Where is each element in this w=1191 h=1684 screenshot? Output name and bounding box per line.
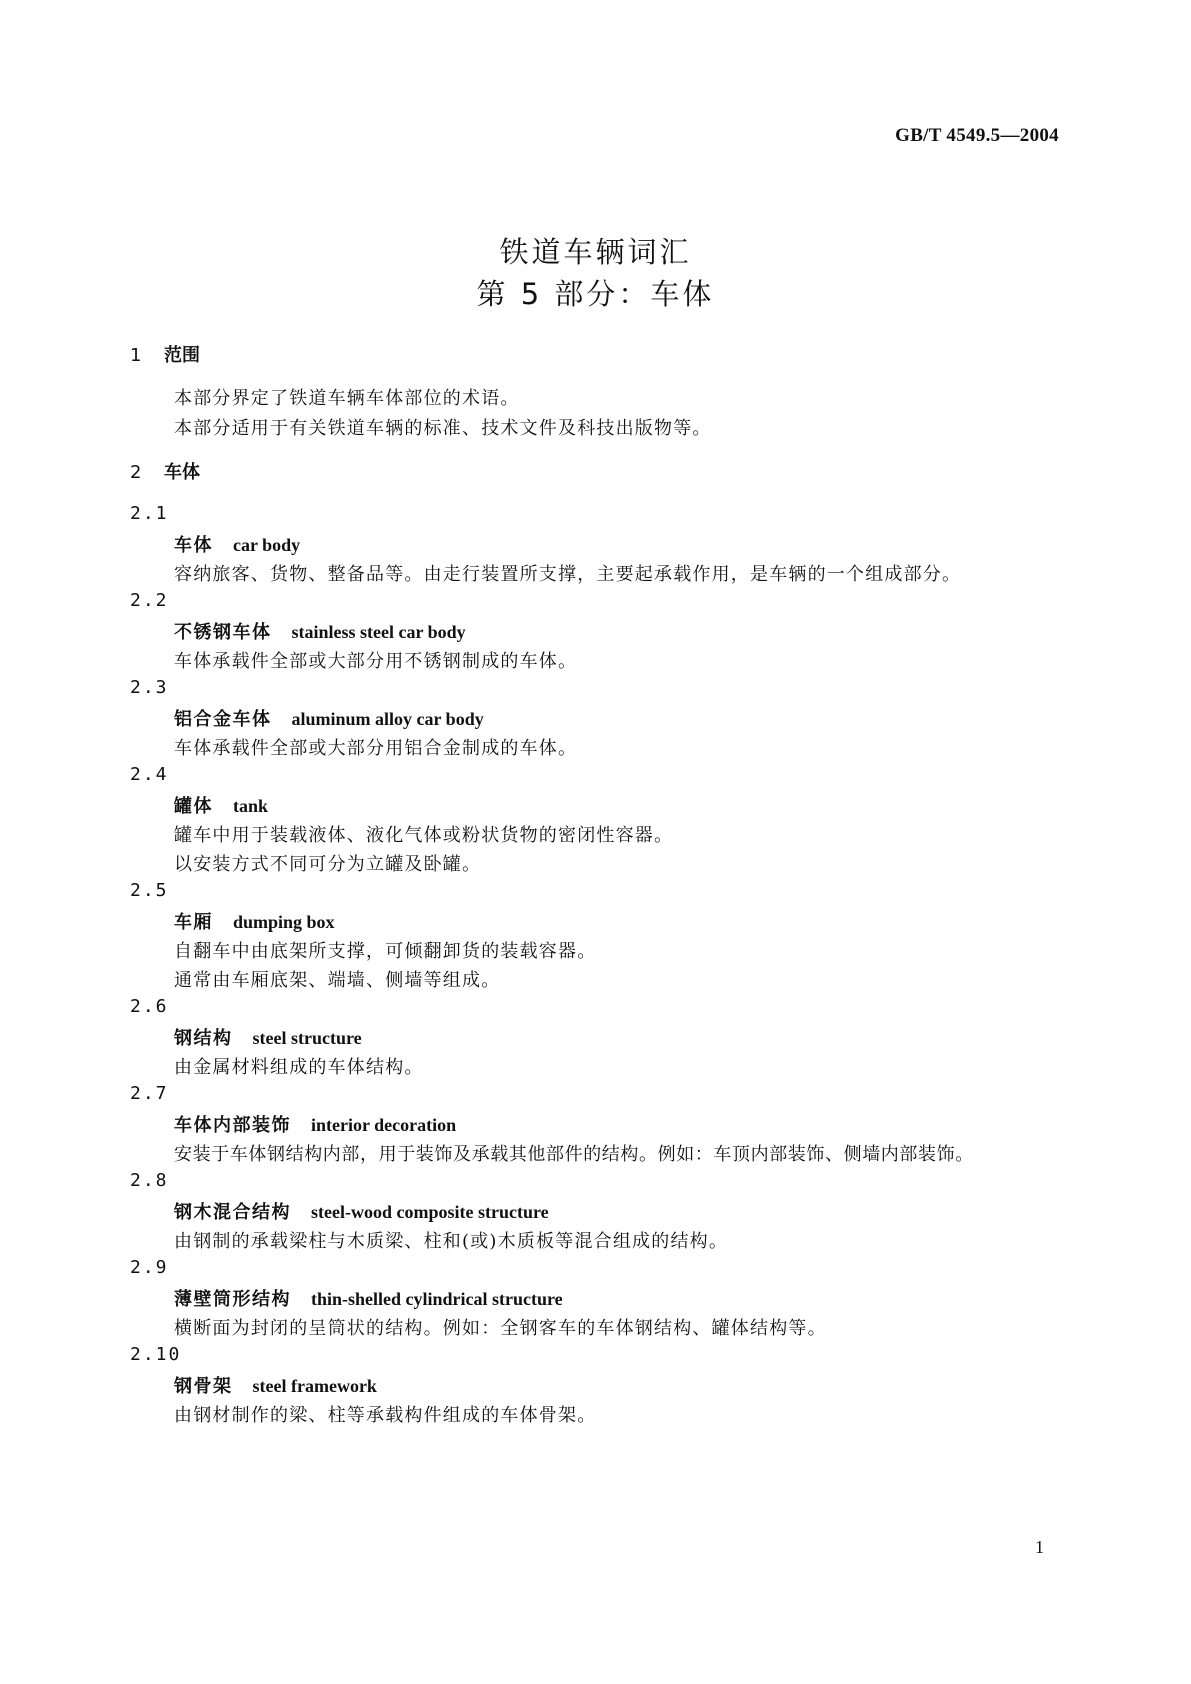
term-cn: 车体内部装饰 xyxy=(174,1115,291,1136)
term-number: 2.8 xyxy=(130,1170,169,1191)
term-en: steel-wood composite structure xyxy=(311,1202,549,1222)
term-definition: 由钢制的承载梁柱与木质梁、柱和(或)木质板等混合组成的结构。 xyxy=(174,1231,729,1252)
term-heading xyxy=(174,1111,456,1137)
page-number: 1 xyxy=(1035,1537,1044,1557)
term-definition: 由钢材制作的梁、柱等承载构件组成的车体骨架。 xyxy=(174,1405,597,1426)
section-title: 范围 xyxy=(164,345,200,366)
term-en: steel structure xyxy=(252,1028,362,1048)
term-number: 2.4 xyxy=(130,764,169,785)
term-en: tank xyxy=(233,796,269,816)
term-definition: 横断面为封闭的呈筒状的结构。例如：全钢客车的车体钢结构、罐体结构等。 xyxy=(174,1318,827,1339)
document-title-line-2: 第 5 部分：车体 xyxy=(476,277,715,311)
term-en: steel framework xyxy=(252,1376,377,1396)
term-heading xyxy=(174,618,466,644)
scope-paragraph: 本部分界定了铁道车辆车体部位的术语。 xyxy=(174,388,520,409)
term-cn: 铝合金车体 xyxy=(174,709,272,730)
term-number: 2.7 xyxy=(130,1083,169,1104)
term-cn: 车体 xyxy=(174,535,213,556)
term-en: aluminum alloy car body xyxy=(291,709,484,729)
term-en: interior decoration xyxy=(311,1115,457,1135)
term-heading xyxy=(174,531,300,557)
term-heading xyxy=(174,1198,549,1224)
section-heading-car-body xyxy=(130,458,200,484)
term-heading xyxy=(174,1285,563,1311)
term-en: stainless steel car body xyxy=(291,622,466,642)
term-cn: 钢结构 xyxy=(174,1028,233,1049)
term-cn: 薄壁筒形结构 xyxy=(174,1289,291,1310)
document-title-line-1: 铁道车辆词汇 xyxy=(499,235,692,269)
term-definition: 以安装方式不同可分为立罐及卧罐。 xyxy=(174,854,482,875)
term-heading xyxy=(174,1372,377,1398)
section-number: 1 xyxy=(130,345,142,366)
term-number: 2.2 xyxy=(130,590,169,611)
term-en: car body xyxy=(233,535,301,555)
section-title: 车体 xyxy=(164,462,200,483)
term-cn: 钢骨架 xyxy=(174,1376,233,1397)
term-heading xyxy=(174,705,484,731)
term-definition: 罐车中用于装载液体、液化气体或粉状货物的密闭性容器。 xyxy=(174,825,674,846)
term-definition: 车体承载件全部或大部分用不锈钢制成的车体。 xyxy=(174,651,578,672)
term-cn: 罐体 xyxy=(174,796,213,817)
term-number: 2.3 xyxy=(130,677,169,698)
standard-code: GB/T 4549.5—2004 xyxy=(895,125,1059,146)
scope-paragraph: 本部分适用于有关铁道车辆的标准、技术文件及科技出版物等。 xyxy=(174,418,712,439)
section-number: 2 xyxy=(130,462,142,483)
term-definition: 容纳旅客、货物、整备品等。由走行装置所支撑，主要起承载作用，是车辆的一个组成部分。 xyxy=(174,564,962,585)
term-cn: 不锈钢车体 xyxy=(174,622,272,643)
term-definition: 安装于车体钢结构内部，用于装饰及承载其他部件的结构。例如：车顶内部装饰、侧墙内部装饰。 xyxy=(174,1144,974,1165)
term-en: thin-shelled cylindrical structure xyxy=(311,1289,563,1309)
term-en: dumping box xyxy=(233,912,335,932)
term-number: 2.5 xyxy=(130,880,169,901)
term-number: 2.1 xyxy=(130,503,169,524)
term-number: 2.6 xyxy=(130,996,169,1017)
term-definition: 由金属材料组成的车体结构。 xyxy=(174,1057,424,1078)
term-definition: 通常由车厢底架、端墙、侧墙等组成。 xyxy=(174,970,501,991)
term-definition: 自翻车中由底架所支撑，可倾翻卸货的装载容器。 xyxy=(174,941,597,962)
section-heading-scope xyxy=(130,341,200,367)
term-heading xyxy=(174,792,268,818)
term-definition: 车体承载件全部或大部分用铝合金制成的车体。 xyxy=(174,738,578,759)
term-heading xyxy=(174,1024,362,1050)
term-cn: 车厢 xyxy=(174,912,213,933)
term-cn: 钢木混合结构 xyxy=(174,1202,291,1223)
term-number: 2.9 xyxy=(130,1257,169,1278)
term-heading xyxy=(174,908,335,934)
term-number: 2.10 xyxy=(130,1344,182,1365)
